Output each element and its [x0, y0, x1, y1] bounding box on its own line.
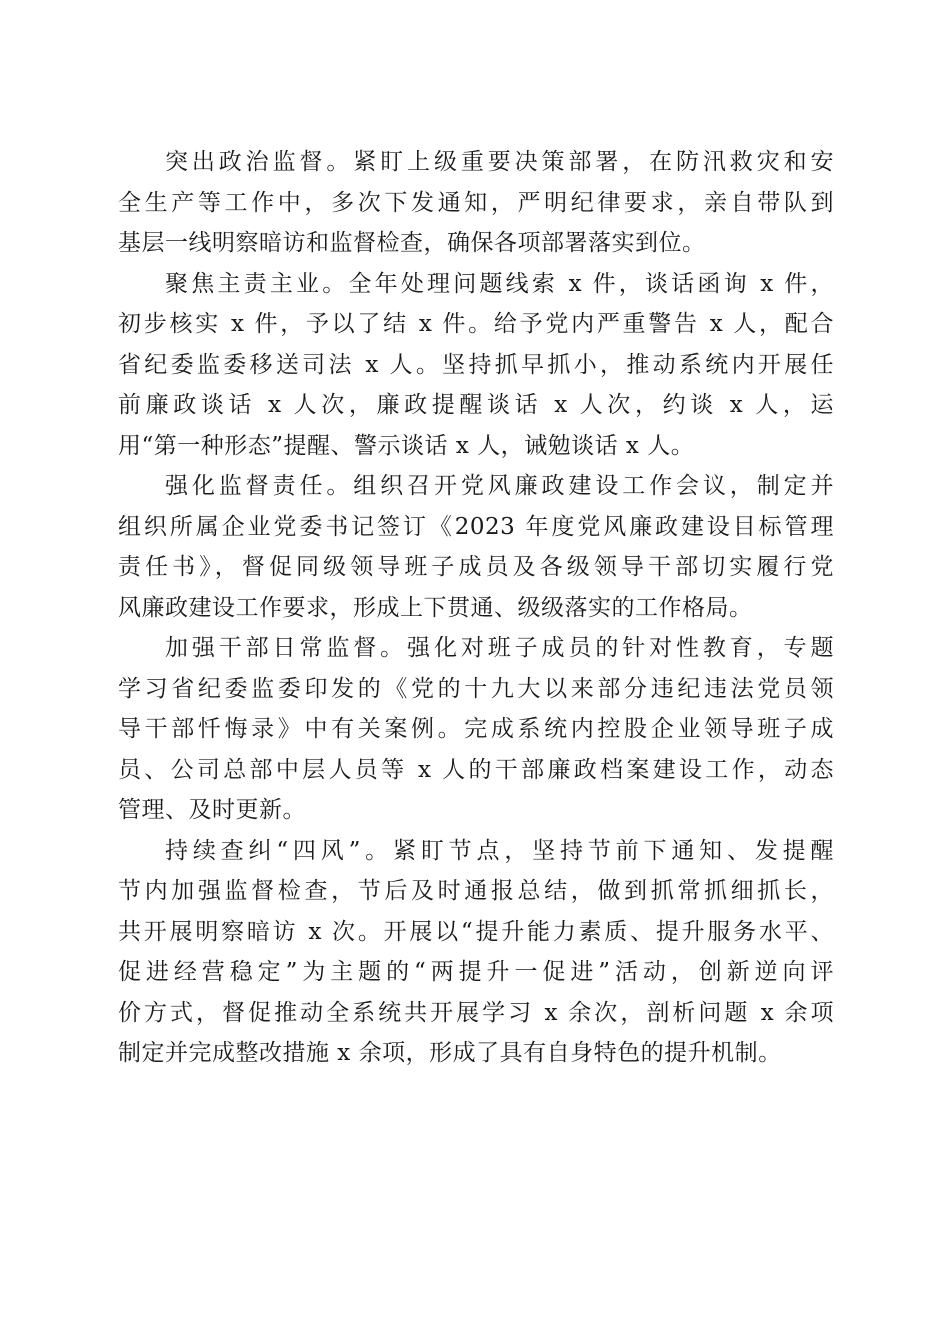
paragraph-main-responsibility [118, 264, 834, 467]
paragraph-political-supervision [118, 142, 834, 264]
text-line: 组织所属企业党委书记签订《2023 年度党风廉政建设目标管理 [118, 513, 834, 540]
text-line: 责任书》，督促同级领导班子成员及各级领导干部切实履行党 [118, 554, 834, 580]
text-line: 制定并完成整改措施 x 余项，形成了具有自身特色的提升机制。 [118, 1040, 782, 1066]
text-line: 初步核实 x 件，予以了结 x 件。给予党内严重警告 x 人，配合 [118, 311, 834, 337]
text-line: 突出政治监督。紧盯上级重要决策部署，在防汛救灾和安 [165, 149, 834, 175]
text-line: 员、公司总部中层人员等 x 人的干部廉政档案建设工作，动态 [118, 756, 834, 783]
text-line: 加强干部日常监督。强化对班子成员的针对性教育，专题 [165, 635, 834, 661]
text-line: 风廉政建设工作要求，形成上下贯通、级级落实的工作格局。 [118, 594, 753, 621]
text-line: 价方式，督促推动全系统共开展学习 x 余次，剖析问题 x 余项 [118, 999, 834, 1026]
document-body [118, 142, 834, 1074]
text-line: 基层一线明察暗访和监督检查，确保各项部署落实到位。 [118, 230, 706, 256]
paragraph-cadre-supervision [118, 628, 834, 831]
text-line: 用“第一种形态”提醒、警示谈话 x 人，诫勉谈话 x 人。 [118, 432, 695, 459]
paragraph-four-winds [118, 831, 834, 1074]
text-line: 管理、及时更新。 [118, 797, 306, 823]
text-line: 全生产等工作中，多次下发通知，严明纪律要求，亲自带队到 [118, 189, 834, 216]
text-line: 节内加强监督检查，节后及时通报总结，做到抓常抓细抓长， [118, 878, 834, 904]
paragraph-supervision-responsibility [118, 466, 834, 628]
text-line: 聚焦主责主业。全年处理问题线索 x 件，谈话函询 x 件， [165, 270, 834, 297]
text-line: 促进经营稳定”为主题的“两提升一促进”活动，创新逆向评 [118, 959, 834, 985]
text-line: 省纪委监委移送司法 x 人。坚持抓早抓小，推动系统内开展任 [118, 351, 834, 378]
text-line: 导干部忏悔录》中有关案例。完成系统内控股企业领导班子成 [118, 716, 834, 742]
text-line: 共开展明察暗访 x 次。开展以“提升能力素质、提升服务水平、 [118, 918, 834, 945]
text-line: 学习省纪委监委印发的《党的十九大以来部分违纪违法党员领 [118, 675, 834, 702]
text-line: 强化监督责任。组织召开党风廉政建设工作会议，制定并 [165, 473, 834, 499]
text-line: 持续查纠“四风”。紧盯节点，坚持节前下通知、发提醒 [165, 837, 834, 864]
text-line: 前廉政谈话 x 人次，廉政提醒谈话 x 人次，约谈 x 人，运 [118, 392, 834, 418]
